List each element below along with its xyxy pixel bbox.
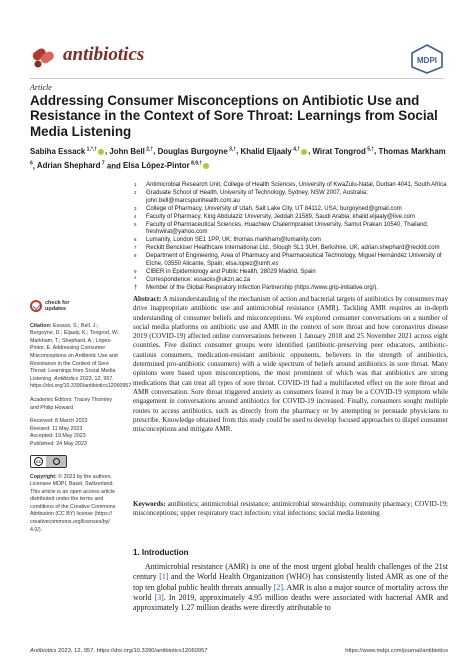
antibiotics-logo-icon [30, 44, 58, 70]
introduction-paragraph [133, 562, 448, 613]
affiliation-number: 7 [134, 245, 137, 250]
abstract-label: Abstract: [133, 295, 162, 303]
journal-name[interactable]: antibiotics [63, 44, 145, 65]
author[interactable] [158, 147, 237, 156]
affiliation-text: Lumanity, London SE1 1PP, UK; thomas.markham@lumanity.com [146, 237, 321, 243]
affiliation-item [133, 237, 448, 245]
revised-date: Revised: 11 May 2023 [30, 425, 83, 432]
affiliation-number: 6 [134, 237, 137, 242]
license-block [30, 474, 122, 535]
affiliation-text: CIBER in Epidemiology and Public Health, 28029 Madrid, Spain [146, 268, 316, 275]
author-affiliation-marker: 1,*,† [85, 146, 97, 152]
abstract-text: A misunderstanding of the mechanism of action and bacterial targets of antibiotics by consumers may drive inappropriate antibiotic use and antimicrobial resistance (AMR). Tackling AMR requires an in-depth understanding of consumer beliefs and misconceptions. We explored consumer conversations on a number of social media platforms on antibiotic use and AMR in the context of sore throat and how coronavirus disease 2019 (COVID-19) affected online conversations between 1 January 2018 and 25 November 2021 across eight countries. Five distinct consumer groups were identified (antibiotic-preserving peer educators, antibiotic-cautious consumers, medication-resistant antibiotic opponents, believers in the strength of antibiotics, determined pro-antibiotic consumers) with a wide spectrum of beliefs around antibiotics in sore throat. Many opinions were based upon misconceptions, the most prominent of which was that antibiotics are strong medications that can treat all types of sore throat. COVID-19 had a multifaceted effect on the sore throat and AMR conversation. Sore throat triggered anxiety as consumers feared it may be a COVID-19 symptom while engagement in conversations around antibiotics for COVID-19 increased. Finally, consumers sought multiple routes to access antibiotics, such as directly from the pharmacy or by attempting to persuade physicians to prescribe. Knowledge obtained from this study could be used to develop focused approaches to dispel consumer misconceptions and mitigate AMR. [133, 295, 448, 434]
article-sidebar [30, 300, 132, 540]
article-title: Addressing Consumer Misconceptions on Antibiotic Use and Resistance in the Context of Sore Throat: Learnings from Social Media Listening [30, 93, 438, 139]
intro-text-3: . AMR is also a major source of mortality across the world [133, 582, 448, 602]
author-affiliation-marker: 5,† [365, 146, 375, 152]
updates-line2: updates [45, 306, 67, 313]
author-affiliation-marker: 6 [30, 160, 33, 167]
author[interactable] [30, 147, 105, 156]
footer-journal: Antibiotics [30, 648, 57, 654]
author[interactable] [313, 147, 375, 156]
updates-line1: check for [45, 300, 70, 306]
check-updates-icon [30, 300, 42, 312]
affiliation-text: Department of Engineering, Area of Pharmacy and Pharmaceutical Technology, Miguel Hernández University of Elche, 03550 Alicante, Spain; elsa.lopez@umh.es [146, 253, 442, 267]
affiliation-list [133, 182, 448, 293]
affiliation-text: Faculty of Pharmaceutical Sciences, Huachiew Chalermprakiet University, Samut Prakan 10540, Thailand; freshwirat@yahoo.com [146, 221, 429, 235]
author[interactable] [109, 147, 153, 156]
affiliation-number: 2 [134, 190, 137, 195]
affiliation-number: † [134, 284, 138, 291]
affiliation-number: 9 [134, 268, 137, 274]
affiliation-item [133, 277, 448, 285]
author[interactable] [241, 147, 309, 156]
affiliation-text: Graduate School of Health, University of Technology, Sydney, NSW 2007, Australia; john.bell@marcspuinhealth.com.au [146, 190, 368, 204]
journal-header [30, 40, 444, 76]
copyright-label: Copyright: [30, 473, 57, 480]
affiliation-number: 5 [134, 221, 137, 227]
editors-block: Academic Editors: Tracey Thornley and Philip Howard [30, 396, 113, 411]
affiliation-item [133, 222, 448, 237]
affiliation-text: Correspondence: essacks@ukzn.ac.za [146, 276, 251, 283]
citation-link-3[interactable]: [3] [154, 592, 164, 602]
affiliation-text: Antimicrobial Research Unit, College of Health Sciences, University of KwaZulu-Natal, Durban 4041, South Africa [146, 182, 447, 188]
citation-label: Citation: [30, 322, 52, 329]
mdpi-logo[interactable] [410, 44, 444, 74]
affiliation-number: * [134, 276, 137, 283]
footer-journal-url[interactable]: https://www.mdpi.com/journal/antibiotics [345, 648, 448, 654]
author-name: Elsa López-Pintor [123, 161, 190, 171]
received-date: Received: 8 March 2023 [30, 418, 88, 425]
license-text: © 2023 by the authors. Licensee MDPI, Basel, Switzerland. This article is an open access article distributed under the terms and conditions of the Creative Commons Attribution (CC BY) license (https:// creativecommons.org/licenses/by/ 4.0/). [30, 473, 116, 533]
citation-link-2[interactable]: [2] [273, 582, 283, 592]
author-name: Thomas Markham [378, 146, 446, 156]
author-name: John Bell [109, 146, 145, 156]
affiliation-text: College of Pharmacy, University of Utah, Salt Lake City, UT 84112, USA; burgoyned@gmail.com [146, 205, 402, 212]
orcid-icon[interactable] [98, 149, 104, 155]
affiliation-number: 8 [134, 253, 137, 258]
author-name: Douglas Burgoyne [157, 146, 228, 156]
keywords [133, 500, 448, 519]
affiliation-item [133, 245, 448, 253]
author-name: Wirat Tongrod [312, 146, 366, 156]
citation-ref[interactable]: 2023, 12, 957. https://doi.org/10.3390/antibiotics12060957 [30, 375, 132, 390]
author-list: Sabiha Essack $^{1,*,\dagger}$ , John Bell $^{2,\dagger}$, Douglas Burgoyne $^{3,\dagger}$, Khalid Eljaaly $^{4,\dagger}$ , Wirat Tongrod $^{5,\dagger}$, Thomas Markham $^6$, Adrian Shephard $^7$ and Elsa López-Pintor $^{8,9,\dagger}$ [30, 146, 446, 171]
author-name: Khalid Eljaaly [240, 146, 292, 156]
affiliation-item [133, 182, 448, 190]
abstract [133, 295, 448, 434]
author-affiliation-marker: 8,9,† [189, 160, 203, 167]
check-for-updates-button[interactable] [30, 300, 122, 313]
accepted-date: Accepted: 19 May 2023 [30, 433, 86, 440]
intro-text-4: . In 2019, approximately 4.95 million deaths were associated with bacterial AMR and approximately 1.27 million deaths were directly attributable to [133, 592, 448, 613]
affiliation-text: Faculty of Pharmacy, King Abdulaziz University, Jeddah 21589, Saudi Arabia; khalid.eljaaly@live.com [146, 213, 416, 220]
affiliation-item [133, 214, 448, 222]
author-name: Sabiha Essack [30, 146, 86, 156]
dates-block [30, 418, 122, 448]
affiliation-number: 3 [134, 205, 137, 211]
affiliation-text: Reckitt Benckiser Healthcare International Ltd., Slough SL1 3UH, Berkshire, UK; adrian.shephard@reckitt.com [146, 245, 440, 251]
published-date: Published: 24 May 2023 [30, 440, 87, 447]
affiliation-item [133, 206, 448, 214]
footer-doi[interactable]: 2023, 12, 957. https://doi.org/10.3390/antibiotics12060957 [56, 648, 208, 654]
citation-journal: Antibiotics [54, 375, 79, 382]
author-affiliation-marker: 3,† [227, 146, 237, 152]
author[interactable] [123, 161, 210, 170]
author-affiliation-marker: 2,† [144, 146, 154, 152]
author-affiliation-marker: 7 [100, 160, 105, 167]
orcid-icon[interactable] [203, 163, 209, 169]
citation-link-1[interactable]: [1] [159, 572, 169, 582]
author-affiliation-marker: 4,† [291, 146, 301, 152]
affiliation-item [133, 253, 448, 268]
citation-text: Essack, S.; Bell, J.; Burgoyne, D.; Eljaaly, K.; Tongrod, W.; Markham, T.; Shephard, A.; López-Pintor, E. Addressing Consumer Misconceptions on Antibiotic Use and Resistance in the Context of Sore Throat: Learnings from Social Media Listening. [30, 322, 120, 382]
affiliation-item [133, 190, 448, 205]
intro-text-2: and the World Health Organization (WHO) has consistently listed AMR as one of the top ten global public health threats annually [133, 572, 448, 592]
cc-by-license-badge[interactable] [30, 455, 67, 468]
section-heading: 1. Introduction [133, 548, 189, 557]
intro-text-1: Antimicrobial resistance (AMR) is one of the most urgent global health challenges of the 21st century [133, 562, 448, 582]
header-divider [30, 78, 444, 79]
affiliation-item [133, 285, 448, 293]
article-type: Article [30, 83, 52, 92]
orcid-icon[interactable] [301, 149, 307, 155]
cc-icon: cc [35, 458, 41, 464]
attribution-icon [53, 458, 60, 465]
footer-citation [30, 648, 208, 654]
author-name: Adrian Shephard [36, 161, 101, 171]
affiliation-number: 1 [134, 182, 137, 187]
citation-block [30, 322, 132, 391]
author[interactable] [37, 161, 105, 170]
affiliation-text: Member of the Global Respiratory Infection Partnership (https://www.grip-initiative.org/). [146, 284, 379, 291]
affiliation-number: 4 [134, 213, 137, 219]
keywords-label: Keywords: [133, 500, 166, 508]
keywords-text: antibiotics; antimicrobial resistance; antimicrobial stewardship; community pharmacy; COVID-19; misconceptions; upper respiratory tract infection; viral infections; social media listening [133, 500, 449, 518]
mdpi-logo-text: MDPI [417, 56, 437, 65]
affiliation-item [133, 269, 448, 277]
